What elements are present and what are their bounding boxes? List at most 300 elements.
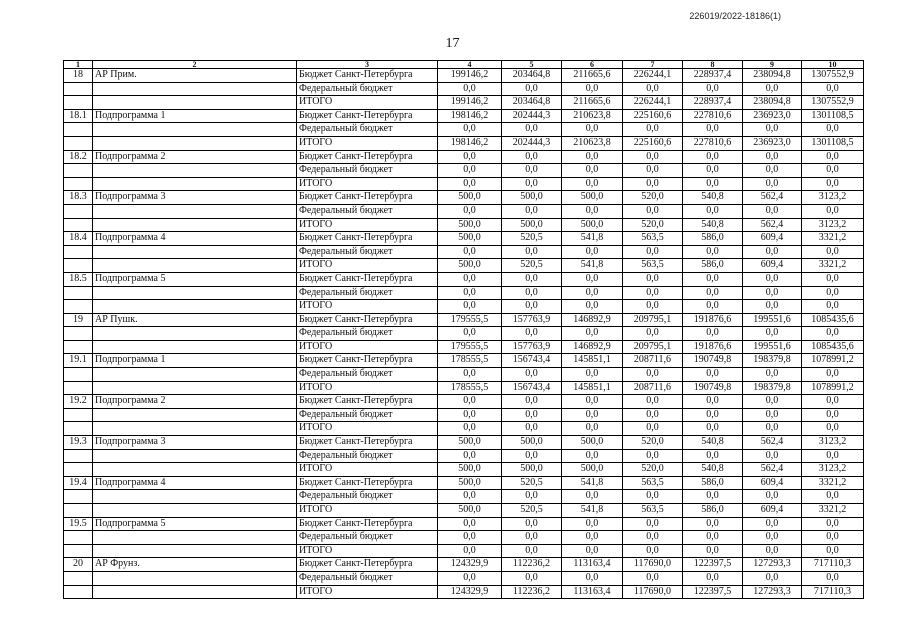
funding-source-cell: Бюджет Санкт-Петербурга: [297, 313, 438, 327]
value-cell: 0,0: [683, 245, 743, 259]
table-row: [64, 517, 864, 531]
value-cell: 1307552,9: [802, 96, 864, 110]
value-cell: 586,0: [683, 232, 743, 246]
value-cell: 0,0: [802, 204, 864, 218]
value-cell: 0,0: [743, 368, 802, 382]
value-cell: 0,0: [562, 327, 623, 341]
value-cell: 562,4: [743, 463, 802, 477]
funding-source-cell: Федеральный бюджет: [297, 245, 438, 259]
value-cell: 0,0: [743, 150, 802, 164]
item-name-cell: [93, 136, 297, 150]
table-row: [64, 204, 864, 218]
column-number-header-row: [64, 61, 864, 69]
value-cell: 0,0: [743, 327, 802, 341]
value-cell: 586,0: [683, 259, 743, 273]
value-cell: 0,0: [683, 204, 743, 218]
value-cell: 0,0: [502, 544, 562, 558]
item-name-cell: Подпрограмма 3: [93, 191, 297, 205]
item-name-cell: [93, 245, 297, 259]
row-number-cell: 19.4: [64, 476, 93, 490]
funding-source-cell: ИТОГО: [297, 463, 438, 477]
value-cell: 0,0: [623, 204, 683, 218]
row-number-cell: 18.4: [64, 232, 93, 246]
value-cell: 3321,2: [802, 504, 864, 518]
value-cell: 0,0: [802, 300, 864, 314]
value-cell: 113163,4: [562, 558, 623, 572]
value-cell: 210623,8: [562, 109, 623, 123]
value-cell: 156743,4: [502, 354, 562, 368]
value-cell: 227810,6: [683, 109, 743, 123]
value-cell: 0,0: [562, 517, 623, 531]
value-cell: 0,0: [683, 422, 743, 436]
table-row: [64, 408, 864, 422]
header-cell: 1: [64, 61, 93, 69]
item-name-cell: АР Пушк.: [93, 313, 297, 327]
row-number-cell: 18.2: [64, 150, 93, 164]
value-cell: 0,0: [562, 300, 623, 314]
value-cell: 0,0: [438, 571, 502, 585]
funding-source-cell: Федеральный бюджет: [297, 82, 438, 96]
row-number-cell: [64, 96, 93, 110]
value-cell: 146892,9: [562, 313, 623, 327]
value-cell: 208711,6: [623, 354, 683, 368]
value-cell: 0,0: [802, 368, 864, 382]
funding-source-cell: Федеральный бюджет: [297, 123, 438, 137]
value-cell: 0,0: [683, 531, 743, 545]
funding-source-cell: ИТОГО: [297, 544, 438, 558]
value-cell: 0,0: [502, 123, 562, 137]
header-cell: 9: [743, 61, 802, 69]
value-cell: 208711,6: [623, 381, 683, 395]
row-number-cell: [64, 490, 93, 504]
item-name-cell: АР Прим.: [93, 69, 297, 83]
value-cell: 0,0: [438, 286, 502, 300]
value-cell: 0,0: [623, 164, 683, 178]
table-row: [64, 82, 864, 96]
value-cell: 0,0: [683, 544, 743, 558]
row-number-cell: 18.3: [64, 191, 93, 205]
table-row: [64, 191, 864, 205]
item-name-cell: АР Фрунз.: [93, 558, 297, 572]
item-name-cell: [93, 490, 297, 504]
value-cell: 520,5: [502, 476, 562, 490]
value-cell: 0,0: [562, 490, 623, 504]
value-cell: 0,0: [623, 422, 683, 436]
value-cell: 500,0: [562, 191, 623, 205]
value-cell: 0,0: [623, 327, 683, 341]
value-cell: 157763,9: [502, 313, 562, 327]
value-cell: 199146,2: [438, 69, 502, 83]
value-cell: 211665,6: [562, 96, 623, 110]
value-cell: 0,0: [683, 517, 743, 531]
item-name-cell: Подпрограмма 3: [93, 436, 297, 450]
value-cell: 0,0: [802, 327, 864, 341]
item-name-cell: [93, 204, 297, 218]
table-row: [64, 422, 864, 436]
value-cell: 0,0: [683, 300, 743, 314]
value-cell: 1307552,9: [802, 69, 864, 83]
item-name-cell: [93, 381, 297, 395]
value-cell: 122397,5: [683, 558, 743, 572]
value-cell: 211665,6: [562, 69, 623, 83]
value-cell: 0,0: [743, 490, 802, 504]
funding-source-cell: Бюджет Санкт-Петербурга: [297, 191, 438, 205]
value-cell: 0,0: [502, 164, 562, 178]
value-cell: 0,0: [438, 245, 502, 259]
row-number-cell: [64, 463, 93, 477]
value-cell: 124329,9: [438, 585, 502, 599]
table-row: [64, 232, 864, 246]
item-name-cell: [93, 259, 297, 273]
value-cell: 541,8: [562, 259, 623, 273]
value-cell: 3123,2: [802, 463, 864, 477]
value-cell: 0,0: [502, 245, 562, 259]
funding-source-cell: Федеральный бюджет: [297, 327, 438, 341]
table-row: [64, 300, 864, 314]
value-cell: 127293,3: [743, 558, 802, 572]
value-cell: 198146,2: [438, 109, 502, 123]
value-cell: 500,0: [438, 476, 502, 490]
row-number-cell: 20: [64, 558, 93, 572]
row-number-cell: [64, 82, 93, 96]
value-cell: 199146,2: [438, 96, 502, 110]
value-cell: 1085435,6: [802, 340, 864, 354]
table-row: [64, 558, 864, 572]
header-cell: 10: [802, 61, 864, 69]
value-cell: 0,0: [562, 82, 623, 96]
value-cell: 0,0: [802, 164, 864, 178]
value-cell: 0,0: [562, 422, 623, 436]
item-name-cell: [93, 300, 297, 314]
value-cell: 586,0: [683, 476, 743, 490]
value-cell: 0,0: [562, 272, 623, 286]
value-cell: 190749,8: [683, 354, 743, 368]
value-cell: 3123,2: [802, 191, 864, 205]
value-cell: 198379,8: [743, 381, 802, 395]
header-cell: 6: [562, 61, 623, 69]
value-cell: 541,8: [562, 232, 623, 246]
value-cell: 563,5: [623, 504, 683, 518]
value-cell: 0,0: [802, 422, 864, 436]
value-cell: 0,0: [502, 490, 562, 504]
row-number-cell: 19.2: [64, 395, 93, 409]
value-cell: 228937,4: [683, 96, 743, 110]
item-name-cell: [93, 422, 297, 436]
table-row: [64, 177, 864, 191]
value-cell: 0,0: [743, 449, 802, 463]
value-cell: 226244,1: [623, 69, 683, 83]
item-name-cell: Подпрограмма 5: [93, 517, 297, 531]
value-cell: 0,0: [683, 449, 743, 463]
row-number-cell: [64, 504, 93, 518]
value-cell: 0,0: [438, 327, 502, 341]
value-cell: 0,0: [502, 272, 562, 286]
value-cell: 145851,1: [562, 354, 623, 368]
value-cell: 203464,8: [502, 69, 562, 83]
table-row: [64, 436, 864, 450]
funding-source-cell: ИТОГО: [297, 259, 438, 273]
value-cell: 540,8: [683, 218, 743, 232]
value-cell: 0,0: [683, 408, 743, 422]
value-cell: 0,0: [623, 531, 683, 545]
item-name-cell: [93, 340, 297, 354]
value-cell: 0,0: [743, 164, 802, 178]
value-cell: 145851,1: [562, 381, 623, 395]
table-row: [64, 476, 864, 490]
table-row: [64, 272, 864, 286]
value-cell: 0,0: [623, 368, 683, 382]
item-name-cell: [93, 504, 297, 518]
value-cell: 0,0: [802, 571, 864, 585]
row-number-cell: [64, 245, 93, 259]
value-cell: 0,0: [562, 368, 623, 382]
header-cell: 3: [297, 61, 438, 69]
table-body: [64, 61, 864, 599]
table-row: [64, 96, 864, 110]
table-row: [64, 259, 864, 273]
value-cell: 0,0: [802, 517, 864, 531]
header-cell: 5: [502, 61, 562, 69]
value-cell: 0,0: [438, 82, 502, 96]
value-cell: 0,0: [562, 204, 623, 218]
value-cell: 520,5: [502, 232, 562, 246]
row-number-cell: [64, 368, 93, 382]
value-cell: 0,0: [683, 327, 743, 341]
row-number-cell: 19.5: [64, 517, 93, 531]
value-cell: 0,0: [623, 544, 683, 558]
funding-source-cell: ИТОГО: [297, 177, 438, 191]
table-row: [64, 504, 864, 518]
value-cell: 112236,2: [502, 558, 562, 572]
value-cell: 117690,0: [623, 558, 683, 572]
table-row: [64, 368, 864, 382]
table-row: [64, 354, 864, 368]
funding-source-cell: ИТОГО: [297, 218, 438, 232]
header-cell: 2: [93, 61, 297, 69]
value-cell: 520,0: [623, 191, 683, 205]
row-number-cell: [64, 544, 93, 558]
value-cell: 0,0: [438, 408, 502, 422]
value-cell: 0,0: [802, 177, 864, 191]
value-cell: 0,0: [743, 395, 802, 409]
value-cell: 0,0: [438, 177, 502, 191]
item-name-cell: [93, 177, 297, 191]
value-cell: 0,0: [802, 395, 864, 409]
value-cell: 1078991,2: [802, 354, 864, 368]
value-cell: 0,0: [438, 272, 502, 286]
value-cell: 236923,0: [743, 109, 802, 123]
funding-source-cell: Бюджет Санкт-Петербурга: [297, 476, 438, 490]
item-name-cell: Подпрограмма 1: [93, 354, 297, 368]
value-cell: 563,5: [623, 232, 683, 246]
value-cell: 609,4: [743, 504, 802, 518]
value-cell: 0,0: [623, 286, 683, 300]
funding-source-cell: Бюджет Санкт-Петербурга: [297, 395, 438, 409]
value-cell: 0,0: [802, 544, 864, 558]
row-number-cell: [64, 381, 93, 395]
value-cell: 0,0: [562, 286, 623, 300]
value-cell: 0,0: [502, 531, 562, 545]
item-name-cell: [93, 571, 297, 585]
value-cell: 190749,8: [683, 381, 743, 395]
table-row: [64, 245, 864, 259]
value-cell: 0,0: [802, 286, 864, 300]
row-number-cell: [64, 340, 93, 354]
value-cell: 0,0: [743, 571, 802, 585]
value-cell: 0,0: [502, 286, 562, 300]
value-cell: 0,0: [683, 368, 743, 382]
table-row: [64, 449, 864, 463]
value-cell: 3321,2: [802, 259, 864, 273]
funding-source-cell: Федеральный бюджет: [297, 490, 438, 504]
value-cell: 0,0: [562, 123, 623, 137]
value-cell: 1085435,6: [802, 313, 864, 327]
value-cell: 157763,9: [502, 340, 562, 354]
table-row: [64, 69, 864, 83]
item-name-cell: [93, 408, 297, 422]
funding-source-cell: Бюджет Санкт-Петербурга: [297, 69, 438, 83]
value-cell: 0,0: [623, 571, 683, 585]
document-registration-number: 226019/2022-18186(1): [689, 11, 781, 21]
value-cell: 0,0: [502, 177, 562, 191]
value-cell: 0,0: [743, 544, 802, 558]
value-cell: 0,0: [623, 449, 683, 463]
item-name-cell: [93, 327, 297, 341]
value-cell: 0,0: [502, 82, 562, 96]
row-number-cell: [64, 204, 93, 218]
value-cell: 586,0: [683, 504, 743, 518]
value-cell: 209795,1: [623, 313, 683, 327]
value-cell: 0,0: [743, 300, 802, 314]
value-cell: 238094,8: [743, 69, 802, 83]
value-cell: 0,0: [502, 449, 562, 463]
value-cell: 541,8: [562, 504, 623, 518]
row-number-cell: [64, 286, 93, 300]
value-cell: 540,8: [683, 436, 743, 450]
value-cell: 520,0: [623, 463, 683, 477]
value-cell: 0,0: [502, 517, 562, 531]
value-cell: 0,0: [623, 272, 683, 286]
table-row: [64, 531, 864, 545]
value-cell: 0,0: [623, 490, 683, 504]
value-cell: 1078991,2: [802, 381, 864, 395]
value-cell: 238094,8: [743, 96, 802, 110]
header-cell: 7: [623, 61, 683, 69]
value-cell: 0,0: [743, 272, 802, 286]
table-row: [64, 327, 864, 341]
table-row: [64, 109, 864, 123]
item-name-cell: [93, 368, 297, 382]
value-cell: 0,0: [683, 395, 743, 409]
table-row: [64, 340, 864, 354]
table-row: [64, 571, 864, 585]
row-number-cell: 18: [64, 69, 93, 83]
value-cell: 0,0: [562, 177, 623, 191]
value-cell: 203464,8: [502, 96, 562, 110]
value-cell: 0,0: [623, 245, 683, 259]
value-cell: 0,0: [438, 164, 502, 178]
value-cell: 0,0: [438, 490, 502, 504]
value-cell: 0,0: [502, 395, 562, 409]
value-cell: 179555,5: [438, 340, 502, 354]
header-cell: 8: [683, 61, 743, 69]
funding-source-cell: Федеральный бюджет: [297, 571, 438, 585]
value-cell: 0,0: [438, 300, 502, 314]
value-cell: 0,0: [438, 123, 502, 137]
value-cell: 0,0: [802, 123, 864, 137]
row-number-cell: [64, 218, 93, 232]
funding-source-cell: Бюджет Санкт-Петербурга: [297, 517, 438, 531]
value-cell: 117690,0: [623, 585, 683, 599]
item-name-cell: [93, 164, 297, 178]
value-cell: 500,0: [438, 259, 502, 273]
value-cell: 500,0: [502, 436, 562, 450]
table-row: [64, 136, 864, 150]
value-cell: 0,0: [502, 368, 562, 382]
value-cell: 0,0: [683, 490, 743, 504]
funding-source-cell: ИТОГО: [297, 381, 438, 395]
value-cell: 500,0: [438, 463, 502, 477]
value-cell: 0,0: [502, 300, 562, 314]
funding-source-cell: Федеральный бюджет: [297, 368, 438, 382]
value-cell: 113163,4: [562, 585, 623, 599]
value-cell: 191876,6: [683, 313, 743, 327]
funding-source-cell: Бюджет Санкт-Петербурга: [297, 109, 438, 123]
value-cell: 500,0: [562, 436, 623, 450]
item-name-cell: [93, 218, 297, 232]
value-cell: 0,0: [623, 408, 683, 422]
item-name-cell: Подпрограмма 2: [93, 150, 297, 164]
value-cell: 0,0: [502, 204, 562, 218]
value-cell: 0,0: [802, 272, 864, 286]
funding-source-cell: Федеральный бюджет: [297, 531, 438, 545]
value-cell: 0,0: [562, 449, 623, 463]
row-number-cell: 19: [64, 313, 93, 327]
row-number-cell: 18.1: [64, 109, 93, 123]
value-cell: 520,5: [502, 259, 562, 273]
value-cell: 0,0: [623, 517, 683, 531]
funding-source-cell: ИТОГО: [297, 422, 438, 436]
value-cell: 0,0: [683, 164, 743, 178]
value-cell: 199551,6: [743, 340, 802, 354]
value-cell: 0,0: [802, 82, 864, 96]
table-row: [64, 313, 864, 327]
funding-source-cell: ИТОГО: [297, 136, 438, 150]
row-number-cell: [64, 327, 93, 341]
table-row: [64, 164, 864, 178]
value-cell: 225160,6: [623, 109, 683, 123]
item-name-cell: Подпрограмма 5: [93, 272, 297, 286]
value-cell: 500,0: [502, 191, 562, 205]
value-cell: 609,4: [743, 476, 802, 490]
value-cell: 0,0: [802, 408, 864, 422]
value-cell: 500,0: [438, 218, 502, 232]
value-cell: 1301108,5: [802, 136, 864, 150]
value-cell: 562,4: [743, 218, 802, 232]
item-name-cell: Подпрограмма 4: [93, 476, 297, 490]
value-cell: 500,0: [502, 463, 562, 477]
funding-source-cell: Федеральный бюджет: [297, 286, 438, 300]
value-cell: 563,5: [623, 259, 683, 273]
value-cell: 226244,1: [623, 96, 683, 110]
table-row: [64, 490, 864, 504]
item-name-cell: [93, 463, 297, 477]
funding-source-cell: Федеральный бюджет: [297, 408, 438, 422]
value-cell: 0,0: [683, 286, 743, 300]
item-name-cell: [93, 544, 297, 558]
funding-source-cell: Бюджет Санкт-Петербурга: [297, 232, 438, 246]
value-cell: 178555,5: [438, 381, 502, 395]
